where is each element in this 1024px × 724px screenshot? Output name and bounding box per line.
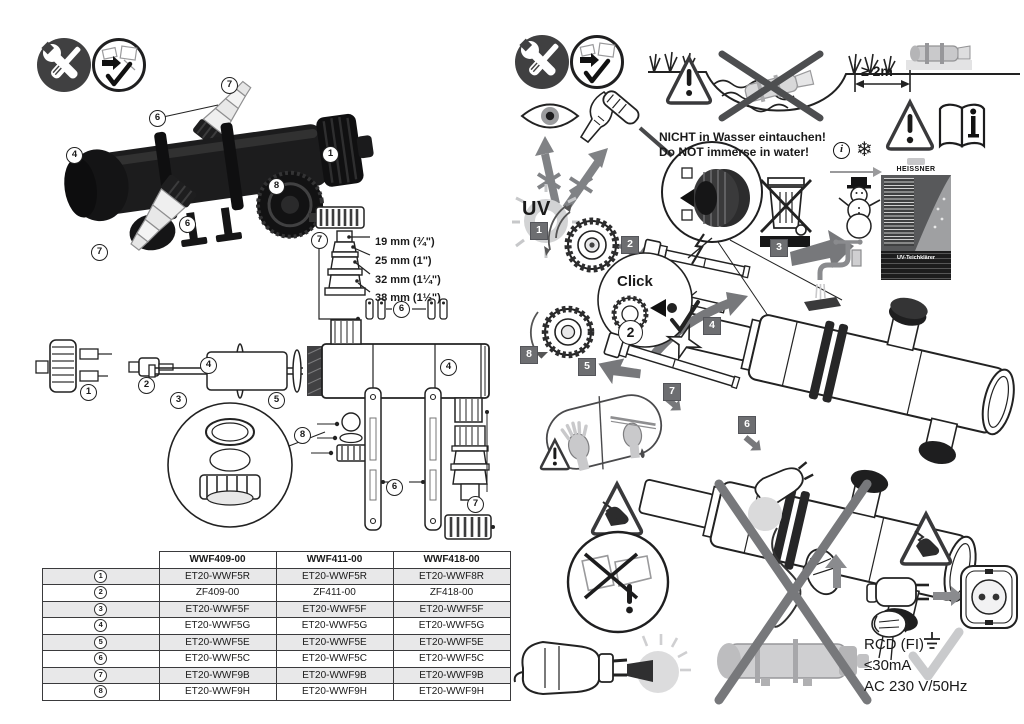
size-label-32mm: 32 mm (1¼") xyxy=(375,274,441,286)
callout-7-adapter: 7 xyxy=(311,232,328,249)
callout-7-bottom: 7 xyxy=(91,244,108,261)
exploded-view-diagram xyxy=(35,310,505,552)
arrow-step6-icon xyxy=(741,432,765,456)
step-2-box: 2 xyxy=(621,236,639,254)
rcd-label: RCD (FI) xyxy=(864,636,924,653)
part-code: ET20-WWF5F xyxy=(393,601,510,618)
part-code: ET20-WWF5E xyxy=(276,634,393,651)
part-code: ZF418-00 xyxy=(393,585,510,602)
parts-table xyxy=(42,551,511,701)
table-row xyxy=(43,651,511,668)
no-disassembly-magnifier xyxy=(568,532,668,632)
step-4-box: 4 xyxy=(703,317,721,335)
part-code: ET20-WWF9B xyxy=(276,667,393,684)
part-code: ET20-WWF5F xyxy=(159,601,276,618)
step-8-box: 8 xyxy=(520,346,538,364)
part-code: ET20-WWF9B xyxy=(159,667,276,684)
table-corner-cell xyxy=(43,552,160,569)
end-knob-icon xyxy=(568,221,616,269)
union-nut-bottom xyxy=(445,515,495,539)
part-code: ZF411-00 xyxy=(276,585,393,602)
callout-1: 1 xyxy=(80,384,97,401)
part-code: ET20-WWF9B xyxy=(393,667,510,684)
part-4-sleeve xyxy=(207,352,287,390)
union-nut-icon xyxy=(309,207,364,228)
part-number-badge: 7 xyxy=(94,669,107,682)
lamp-callout-2: 2 xyxy=(618,320,643,345)
package-caption: UV-Teichklärer xyxy=(881,251,951,280)
ground-symbol-icon xyxy=(924,632,940,648)
table-header-wwf409: WWF409-00 xyxy=(159,552,276,569)
size-label-19mm: 19 mm (¾") xyxy=(375,236,435,248)
callout-5: 5 xyxy=(268,392,285,409)
part-5-ring xyxy=(293,350,301,392)
step-6-box: 6 xyxy=(738,416,756,434)
step-7-box: 7 xyxy=(663,383,681,401)
bracket-left xyxy=(365,388,381,530)
current-limit-label: ≤30mA xyxy=(864,657,912,674)
part-code: ET20-WWF5F xyxy=(276,601,393,618)
info-icon: i xyxy=(833,142,850,159)
part-code: ET20-WWF5C xyxy=(159,651,276,668)
table-header-wwf418: WWF418-00 xyxy=(393,552,510,569)
package-photo xyxy=(881,175,951,251)
callout-4-body: 4 xyxy=(66,147,83,164)
eye-icon xyxy=(522,105,578,128)
package-text-column xyxy=(884,178,914,246)
frost-icon: ❄ xyxy=(856,139,873,161)
callout-8-knob: 8 xyxy=(268,178,285,195)
glass-injury-warning xyxy=(539,383,669,482)
part-code: ET20-WWF5E xyxy=(393,634,510,651)
part-1-rotor xyxy=(36,340,112,392)
step-3-box: 3 xyxy=(770,239,788,257)
part-number-badge: 8 xyxy=(94,685,107,698)
callout-4-main: 4 xyxy=(440,359,457,376)
warning-text-german: NICHT in Wasser eintauchen! xyxy=(659,130,826,144)
part-7-connector xyxy=(451,410,489,500)
part-code: ZF409-00 xyxy=(159,585,276,602)
part-code: ET20-WWF5R xyxy=(159,568,276,585)
part-code: ET20-WWF5E xyxy=(159,634,276,651)
part-8-seal-set xyxy=(311,413,367,461)
no-carry-by-cable-icon xyxy=(717,457,869,700)
part-number-badge: 2 xyxy=(94,586,107,599)
power-rating-label: AC 230 V/50Hz xyxy=(864,678,968,695)
callout-2: 2 xyxy=(138,377,155,394)
distance-label: ≥ 2m xyxy=(861,63,893,79)
part-4-housing xyxy=(322,320,489,422)
part-code: ET20-WWF5C xyxy=(276,651,393,668)
part-number-badge: 1 xyxy=(94,570,107,583)
uv-label: UV xyxy=(522,198,551,220)
tools-required-icon xyxy=(514,33,626,93)
part-number-badge: 6 xyxy=(94,652,107,665)
bracket-right xyxy=(425,388,441,530)
part-code: ET20-WWF5C xyxy=(393,651,510,668)
cable-damage-warning-icon xyxy=(593,484,642,534)
part-code: ET20-WWF9H xyxy=(276,684,393,701)
callout-6-top: 6 xyxy=(149,110,166,127)
part-number-badge: 4 xyxy=(94,619,107,632)
callout-6: 6 xyxy=(386,479,403,496)
part-code: ET20-WWF5R xyxy=(276,568,393,585)
callout-7-top: 7 xyxy=(221,77,238,94)
step-1-box: 1 xyxy=(530,222,548,240)
package-cap-icon xyxy=(881,155,951,165)
part-code: ET20-WWF9H xyxy=(393,684,510,701)
warning-text-english: Do NOT immerse in water! xyxy=(659,145,810,159)
part-code: ET20-WWF5G xyxy=(393,618,510,635)
part-number-badge: 3 xyxy=(94,603,107,616)
table-row xyxy=(43,634,511,651)
weee-bin-icon xyxy=(761,178,811,235)
table-row xyxy=(43,618,511,635)
table-header-wwf411: WWF411-00 xyxy=(276,552,393,569)
size-label-25mm: 25 mm (1") xyxy=(375,255,432,267)
table-row xyxy=(43,684,511,701)
part-code: ET20-WWF5G xyxy=(276,618,393,635)
shock-warning-icon xyxy=(902,514,951,564)
callout-6-clamps: 6 xyxy=(393,301,410,318)
table-row xyxy=(43,601,511,618)
stepped-adapter-icon xyxy=(325,231,365,295)
part-code: ET20-WWF9H xyxy=(159,684,276,701)
part-code: ET20-WWF5G xyxy=(159,618,276,635)
callout-3: 3 xyxy=(170,392,187,409)
table-row xyxy=(43,667,511,684)
housing-assembly-upper xyxy=(664,250,1024,478)
part-number-badge: 5 xyxy=(94,636,107,649)
step-5-box: 5 xyxy=(578,358,596,376)
size-label-38mm: 38 mm (1½") xyxy=(375,292,441,304)
click-label: Click xyxy=(617,273,653,290)
table-row xyxy=(43,568,511,585)
table-row xyxy=(43,585,511,602)
lamp-check-icon xyxy=(515,634,691,694)
package-brand: HEISSNER xyxy=(896,166,936,173)
callout-1-endcap: 1 xyxy=(322,146,339,163)
callout-7: 7 xyxy=(467,496,484,513)
callout-4-mid: 4 xyxy=(200,357,217,374)
seal-detail-magnifier xyxy=(168,403,325,527)
part-code: ET20-WWF8R xyxy=(393,568,510,585)
end-knob-icon xyxy=(545,309,591,355)
callout-6-bottom: 6 xyxy=(179,216,196,233)
product-package xyxy=(881,155,951,280)
callout-8: 8 xyxy=(294,427,311,444)
